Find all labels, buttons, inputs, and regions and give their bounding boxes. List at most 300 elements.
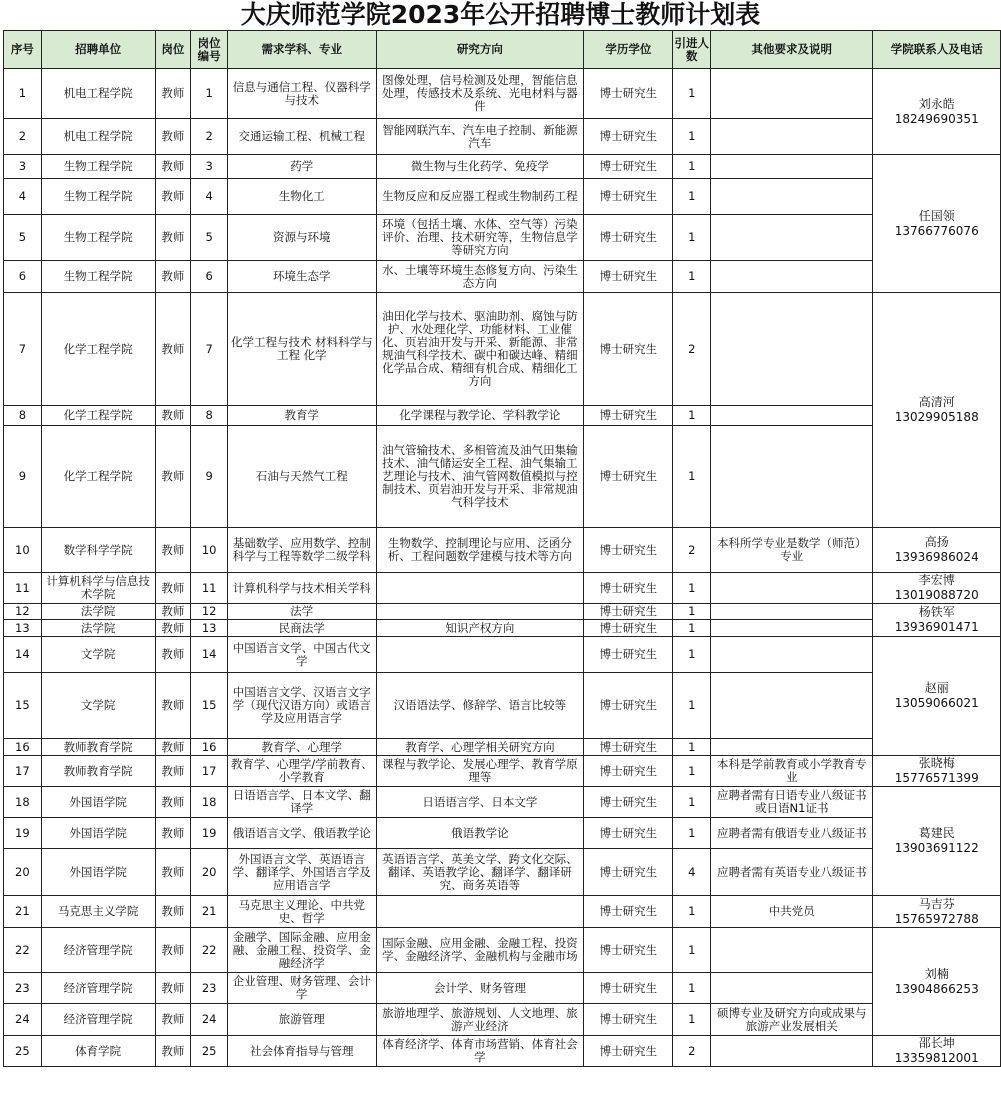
cell-count: 1 [673,637,711,673]
table-row [4,604,1001,620]
cell-degree: 博士研究生 [584,973,673,1004]
table-row [4,119,1001,155]
cell-post: 教师 [155,1004,191,1036]
cell-unit: 法学院 [41,620,155,637]
cell-degree: 博士研究生 [584,406,673,426]
cell-unit: 文学院 [41,637,155,673]
cell-post-no: 14 [191,637,228,673]
cell-degree: 博士研究生 [584,573,673,604]
cell-unit: 生物工程学院 [41,179,155,215]
recruitment-table [3,30,1001,1067]
contact-phone: 13059066021 [894,696,979,710]
cell-major: 教育学 [228,406,377,426]
cell-post-no: 6 [191,261,228,293]
header-contact: 学院联系人及电话 [873,31,1001,69]
cell-major: 生物化工 [228,179,377,215]
header-count: 引进人数 [673,31,711,69]
contact-name: 刘永皓 [918,96,955,111]
cell-other [711,406,873,426]
cell-count: 1 [673,119,711,155]
cell-seq: 2 [4,119,42,155]
cell-unit: 生物工程学院 [41,215,155,261]
cell-research: 水、土壤等环境生态修复方向、污染生态方向 [376,261,584,293]
contact-phone: 15765972788 [894,911,979,926]
cell-degree: 博士研究生 [584,849,673,896]
cell-degree: 博士研究生 [584,620,673,637]
cell-research: 国际金融、应用金融、金融工程、投资学、金融经济学、金融机构与金融市场 [376,928,584,973]
cell-unit: 文学院 [41,673,155,739]
cell-degree: 博士研究生 [584,179,673,215]
cell-contact [873,155,1001,293]
cell-seq: 5 [4,215,42,261]
cell-post: 教师 [155,739,191,756]
cell-research: 微生物与生化药学、免疫学 [376,155,584,179]
cell-research: 环境（包括土壤、水体、空气等）污染评价、治理、技术研究等，生物信息学等研究方向 [376,215,584,261]
cell-degree: 博士研究生 [584,896,673,928]
header-seq: 序号 [4,31,42,69]
cell-unit: 生物工程学院 [41,155,155,179]
table-row [4,426,1001,528]
cell-contact [873,604,1001,637]
cell-count: 1 [673,973,711,1004]
cell-post: 教师 [155,620,191,637]
cell-other [711,973,873,1004]
table-row [4,293,1001,406]
cell-post-no: 10 [191,528,228,573]
cell-post-no: 13 [191,620,228,637]
cell-seq: 17 [4,756,42,787]
cell-unit: 化学工程学院 [41,293,155,406]
cell-contact [873,528,1001,573]
cell-seq: 18 [4,787,42,818]
cell-degree: 博士研究生 [584,1004,673,1036]
cell-count: 2 [673,1036,711,1067]
cell-unit: 经济管理学院 [41,973,155,1004]
cell-post: 教师 [155,818,191,849]
cell-other [711,179,873,215]
cell-seq: 16 [4,739,42,756]
cell-research: 体育经济学、体育市场营销、体育社会学 [376,1036,584,1067]
cell-post: 教师 [155,787,191,818]
cell-post: 教师 [155,756,191,787]
cell-degree: 博士研究生 [584,261,673,293]
cell-seq: 20 [4,849,42,896]
cell-degree: 博士研究生 [584,215,673,261]
cell-research [376,637,584,673]
contact-name: 任国领 [918,208,955,223]
cell-major: 马克思主义理论、中共党史、哲学 [228,896,377,928]
cell-major: 日语语言学、日本文学、翻译学 [228,787,377,818]
cell-major: 俄语语言文学、俄语教学论 [228,818,377,849]
contact-phone: 15776571399 [894,771,979,785]
header-row [4,31,1001,69]
cell-research: 教育学、心理学相关研究方向 [376,739,584,756]
cell-major: 法学 [228,604,377,620]
cell-major: 环境生态学 [228,261,377,293]
table-row [4,756,1001,787]
cell-degree: 博士研究生 [584,756,673,787]
cell-post: 教师 [155,973,191,1004]
cell-major: 教育学、心理学 [228,739,377,756]
cell-degree: 博士研究生 [584,293,673,406]
cell-post: 教师 [155,573,191,604]
cell-post: 教师 [155,604,191,620]
cell-contact [873,928,1001,1036]
cell-count: 1 [673,69,711,119]
table-body [4,69,1001,1067]
cell-other: 本科是学前教育或小学教育专业 [711,756,873,787]
cell-count: 1 [673,673,711,739]
table-row [4,1036,1001,1067]
cell-count: 1 [673,756,711,787]
contact-name: 高清河 [918,395,955,409]
cell-degree: 博士研究生 [584,426,673,528]
cell-count: 1 [673,787,711,818]
cell-major: 基础数学、应用数学、控制科学与工程等数学二级学科 [228,528,377,573]
cell-post-no: 23 [191,973,228,1004]
cell-degree: 博士研究生 [584,673,673,739]
contact-name: 李宏博 [918,573,955,587]
cell-degree: 博士研究生 [584,69,673,119]
table-row [4,620,1001,637]
cell-unit: 外国语学院 [41,818,155,849]
cell-degree: 博士研究生 [584,787,673,818]
header-major: 需求学科、专业 [228,31,377,69]
cell-other [711,739,873,756]
cell-unit: 教师教育学院 [41,756,155,787]
cell-unit: 数学科学学院 [41,528,155,573]
cell-post-no: 18 [191,787,228,818]
cell-research [376,896,584,928]
cell-major: 资源与环境 [228,215,377,261]
cell-post: 教师 [155,849,191,896]
contact-phone: 13936986024 [894,550,979,564]
cell-unit: 马克思主义学院 [41,896,155,928]
cell-other [711,215,873,261]
cell-post: 教师 [155,928,191,973]
cell-contact [873,573,1001,604]
table-row [4,155,1001,179]
cell-degree: 博士研究生 [584,1036,673,1067]
cell-count: 4 [673,849,711,896]
cell-post: 教师 [155,119,191,155]
cell-post-no: 20 [191,849,228,896]
cell-unit: 机电工程学院 [41,119,155,155]
cell-research: 知识产权方向 [376,620,584,637]
cell-seq: 19 [4,818,42,849]
cell-post: 教师 [155,215,191,261]
cell-seq: 6 [4,261,42,293]
table-row [4,673,1001,739]
table-row [4,261,1001,293]
cell-post-no: 15 [191,673,228,739]
cell-post: 教师 [155,179,191,215]
cell-major: 药学 [228,155,377,179]
cell-degree: 博士研究生 [584,604,673,620]
cell-seq: 3 [4,155,42,179]
cell-degree: 博士研究生 [584,119,673,155]
cell-count: 1 [673,896,711,928]
cell-seq: 1 [4,69,42,119]
contact-phone: 13936901471 [894,620,979,634]
cell-other [711,426,873,528]
cell-research: 油气管输技术、多相管流及油气田集输技术、油气储运安全工程、油气集输工艺理论与技术、油气管网数值模拟与控制技术、页岩油开发与开采、非常规油气科学技术 [376,426,584,528]
cell-unit: 体育学院 [41,1036,155,1067]
cell-count: 1 [673,604,711,620]
cell-degree: 博士研究生 [584,928,673,973]
cell-seq: 8 [4,406,42,426]
cell-post: 教师 [155,1036,191,1067]
cell-post: 教师 [155,673,191,739]
cell-count: 1 [673,179,711,215]
header-unit: 招聘单位 [41,31,155,69]
table-row [4,637,1001,673]
cell-post: 教师 [155,896,191,928]
cell-other: 应聘者需有日语专业八级证书或日语N1证书 [711,787,873,818]
table-row [4,179,1001,215]
contact-name: 葛建民 [918,826,955,840]
cell-other [711,573,873,604]
table-row [4,739,1001,756]
table-row [4,818,1001,849]
cell-major: 中国语言文学、中国古代文学 [228,637,377,673]
page-title: 大庆师范学院2023年公开招聘博士教师计划表 [240,0,761,29]
cell-other: 中共党员 [711,896,873,928]
cell-other [711,155,873,179]
cell-unit: 生物工程学院 [41,261,155,293]
recruitment-table-container [3,30,1001,1067]
cell-unit: 教师教育学院 [41,739,155,756]
cell-count: 1 [673,261,711,293]
cell-other: 硕博专业及研究方向或成果与旅游产业发展相关 [711,1004,873,1036]
cell-research: 汉语语法学、修辞学、语言比较等 [376,673,584,739]
cell-post-no: 17 [191,756,228,787]
cell-unit: 法学院 [41,604,155,620]
cell-other [711,119,873,155]
cell-degree: 博士研究生 [584,155,673,179]
cell-post: 教师 [155,426,191,528]
contact-name: 高扬 [924,535,949,549]
cell-contact [873,637,1001,756]
header-post-no: 岗位编号 [191,31,228,69]
table-row [4,928,1001,973]
cell-degree: 博士研究生 [584,818,673,849]
table-row [4,573,1001,604]
cell-seq: 14 [4,637,42,673]
cell-other: 应聘者需有英语专业八级证书 [711,849,873,896]
cell-major: 石油与天然气工程 [228,426,377,528]
cell-major: 教育学、心理学/学前教育、小学教育 [228,756,377,787]
contact-name: 张晓梅 [918,756,955,770]
cell-degree: 博士研究生 [584,739,673,756]
contact-name: 邵长坤 [918,1036,955,1050]
cell-post: 教师 [155,261,191,293]
cell-seq: 13 [4,620,42,637]
table-row [4,69,1001,119]
cell-major: 化学工程与技术 材料科学与工程 化学 [228,293,377,406]
cell-count: 1 [673,739,711,756]
cell-post-no: 9 [191,426,228,528]
cell-post: 教师 [155,528,191,573]
table-row [4,787,1001,818]
cell-other [711,928,873,973]
cell-degree: 博士研究生 [584,528,673,573]
contact-phone: 13903691122 [894,841,979,855]
cell-research [376,573,584,604]
table-row [4,896,1001,928]
cell-unit: 化学工程学院 [41,406,155,426]
cell-research [376,604,584,620]
contact-phone: 13359812001 [894,1051,979,1065]
cell-research: 生物反应和反应器工程或生物制药工程 [376,179,584,215]
cell-post-no: 12 [191,604,228,620]
cell-post-no: 16 [191,739,228,756]
cell-unit: 机电工程学院 [41,69,155,119]
cell-major: 交通运输工程、机械工程 [228,119,377,155]
cell-unit: 化学工程学院 [41,426,155,528]
cell-unit: 经济管理学院 [41,928,155,973]
cell-post: 教师 [155,293,191,406]
table-row [4,528,1001,573]
cell-other [711,69,873,119]
cell-unit: 计算机科学与信息技术学院 [41,573,155,604]
cell-research: 图像处理，信号检测及处理，智能信息处理，传感技术及系统、光电材料与器件 [376,69,584,119]
cell-seq: 21 [4,896,42,928]
cell-post-no: 7 [191,293,228,406]
cell-major: 外国语言文学、英语语言学、翻译学、外国语言学及应用语言学 [228,849,377,896]
cell-seq: 10 [4,528,42,573]
contact-name: 马吉芬 [918,896,955,911]
cell-count: 1 [673,155,711,179]
cell-post-no: 8 [191,406,228,426]
cell-seq: 4 [4,179,42,215]
cell-count: 2 [673,528,711,573]
cell-seq: 25 [4,1036,42,1067]
cell-major: 社会体育指导与管理 [228,1036,377,1067]
cell-post: 教师 [155,69,191,119]
cell-post-no: 3 [191,155,228,179]
cell-research: 英语语言学、英美文学、跨文化交际、翻译、英语教学论、翻译学、翻译研究、商务英语等 [376,849,584,896]
cell-research: 会计学、财务管理 [376,973,584,1004]
table-row [4,406,1001,426]
cell-count: 1 [673,928,711,973]
cell-count: 2 [673,293,711,406]
table-row [4,973,1001,1004]
cell-major: 企业管理、财务管理、会计学 [228,973,377,1004]
contact-name: 杨铁军 [918,605,955,619]
cell-contact [873,787,1001,896]
cell-other [711,293,873,406]
contact-name: 刘楠 [924,966,949,981]
contact-phone: 13029905188 [894,410,979,424]
cell-major: 计算机科学与技术相关学科 [228,573,377,604]
cell-unit: 外国语学院 [41,849,155,896]
cell-major: 金融学、国际金融、应用金融、金融工程、投资学、金融经济学 [228,928,377,973]
contact-phone: 18249690351 [894,111,979,126]
cell-post: 教师 [155,637,191,673]
cell-seq: 12 [4,604,42,620]
cell-major: 信息与通信工程、仪器科学与技术 [228,69,377,119]
cell-research: 生物数学、控制理论与应用、泛函分析、工程问题数学建模与技术等方向 [376,528,584,573]
cell-other [711,637,873,673]
cell-other: 本科所学专业是数学（师范）专业 [711,528,873,573]
cell-research: 油田化学与技术、驱油助剂、腐蚀与防护、水处理化学、功能材料、工业催化、页岩油开发与开采、新能源、非常规油气科学技术、碳中和碳达峰、精细化学品合成、精细有机合成、精细化工方向 [376,293,584,406]
cell-post-no: 11 [191,573,228,604]
cell-count: 1 [673,426,711,528]
cell-count: 1 [673,1004,711,1036]
cell-research: 日语语言学、日本文学 [376,787,584,818]
cell-unit: 外国语学院 [41,787,155,818]
cell-research: 化学课程与教学论、学科教学论 [376,406,584,426]
contact-phone: 13766776076 [894,223,979,238]
cell-post-no: 21 [191,896,228,928]
header-post: 岗位 [155,31,191,69]
cell-unit: 经济管理学院 [41,1004,155,1036]
cell-post-no: 5 [191,215,228,261]
cell-major: 民商法学 [228,620,377,637]
header-other: 其他要求及说明 [711,31,873,69]
cell-other [711,620,873,637]
cell-post: 教师 [155,406,191,426]
cell-research: 俄语教学论 [376,818,584,849]
header-degree: 学历学位 [584,31,673,69]
cell-seq: 11 [4,573,42,604]
cell-post-no: 22 [191,928,228,973]
cell-seq: 22 [4,928,42,973]
cell-seq: 7 [4,293,42,406]
cell-contact [873,756,1001,787]
header-research: 研究方向 [376,31,584,69]
cell-post-no: 4 [191,179,228,215]
cell-count: 1 [673,406,711,426]
cell-contact [873,1036,1001,1067]
cell-count: 1 [673,573,711,604]
cell-count: 1 [673,215,711,261]
cell-other: 应聘者需有俄语专业八级证书 [711,818,873,849]
cell-research: 课程与教学论、发展心理学、教育学原理等 [376,756,584,787]
cell-post-no: 25 [191,1036,228,1067]
cell-count: 1 [673,818,711,849]
contact-phone: 13904866253 [894,981,979,996]
cell-other [711,673,873,739]
cell-contact [873,69,1001,155]
table-row [4,849,1001,896]
cell-contact [873,896,1001,928]
cell-post-no: 1 [191,69,228,119]
table-row [4,215,1001,261]
contact-name: 赵丽 [924,681,949,695]
cell-seq: 24 [4,1004,42,1036]
cell-contact [873,293,1001,528]
cell-major: 旅游管理 [228,1004,377,1036]
cell-post: 教师 [155,155,191,179]
cell-seq: 23 [4,973,42,1004]
cell-seq: 15 [4,673,42,739]
cell-post-no: 2 [191,119,228,155]
cell-degree: 博士研究生 [584,637,673,673]
cell-post-no: 24 [191,1004,228,1036]
cell-seq: 9 [4,426,42,528]
cell-major: 中国语言文学、汉语言文字学（现代汉语方向）或语言学及应用语言学 [228,673,377,739]
cell-count: 1 [673,620,711,637]
cell-research: 智能网联汽车、汽车电子控制、新能源汽车 [376,119,584,155]
table-row [4,1004,1001,1036]
cell-post-no: 19 [191,818,228,849]
cell-other [711,604,873,620]
cell-other [711,1036,873,1067]
cell-other [711,261,873,293]
contact-phone: 13019088720 [894,588,979,602]
